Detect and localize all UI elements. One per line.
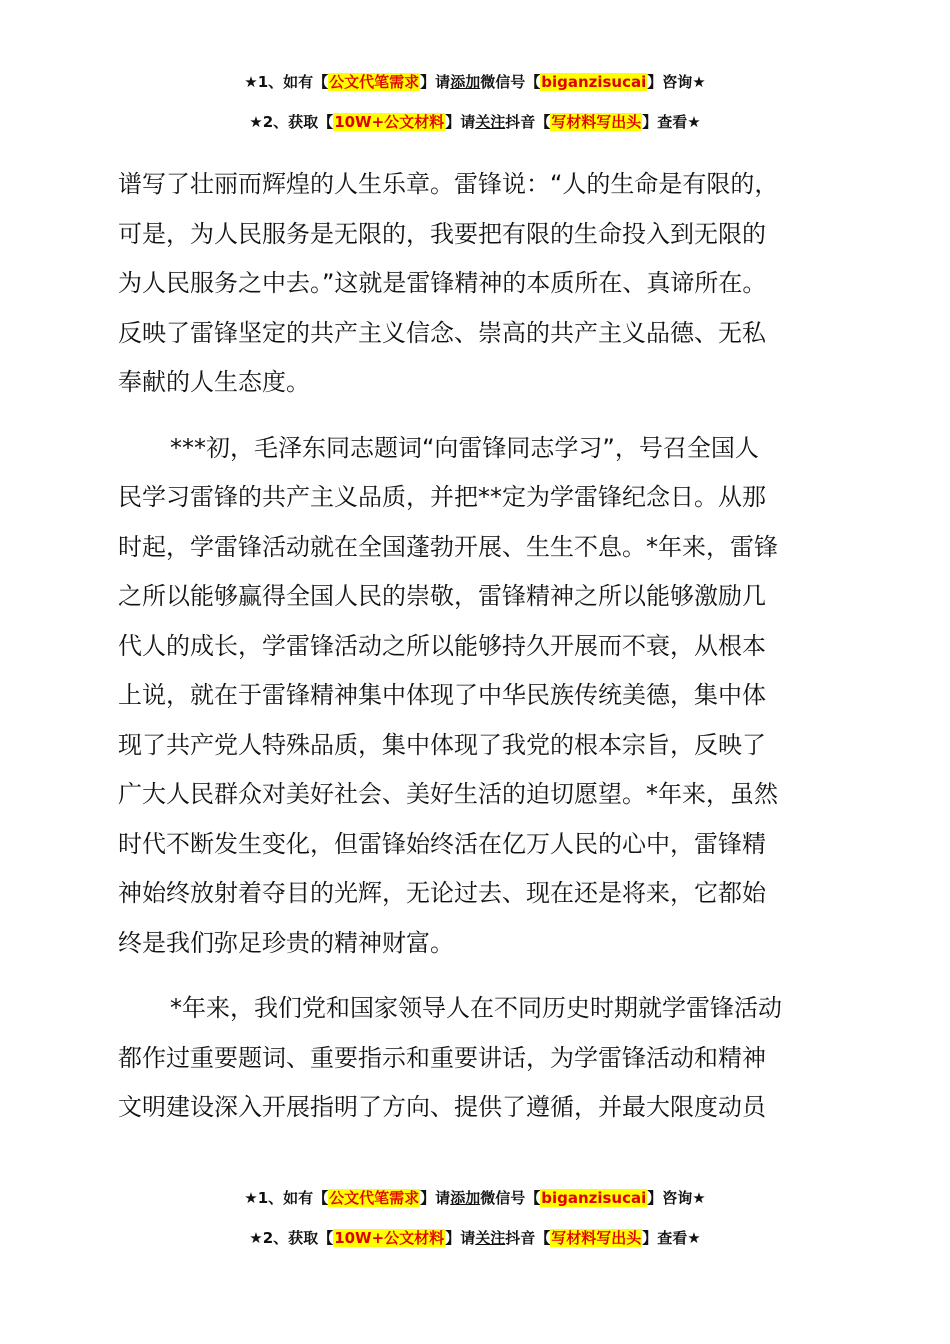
- text-line: 代人的成长，学雷锋活动之所以能够持久开展而不衰，从根本: [118, 631, 766, 660]
- paragraph-1: [118, 160, 838, 408]
- banner-emphasis: 添加: [450, 73, 481, 91]
- banner-text: 】查看★: [642, 113, 701, 131]
- text-line: 现了共产党人特殊品质，集中体现了我党的根本宗旨，反映了: [118, 730, 766, 759]
- banner-text: ★2、获取【: [249, 113, 334, 131]
- banner-text: 】查看★: [642, 1229, 701, 1247]
- banner-line-2: [0, 1218, 950, 1258]
- text-line: 反映了雷锋坚定的共产主义信念、崇高的共产主义品德、无私: [118, 318, 766, 347]
- text-line: 为人民服务之中去。”这就是雷锋精神的本质所在、真谛所在。: [118, 269, 767, 297]
- banner-line-2: [0, 102, 950, 142]
- banner-text: 】请: [445, 1229, 476, 1247]
- text-line: 民学习雷锋的共产主义品质，并把**定为学雷锋纪念日。从那: [118, 483, 766, 511]
- banner-text: 】请: [420, 1189, 451, 1207]
- banner-text: 微信号【: [480, 73, 541, 91]
- footer-banner: [0, 1178, 950, 1258]
- banner-highlight: biganzisucai: [541, 73, 647, 91]
- text-line: 终是我们弥足珍贵的精神财富。: [118, 928, 454, 957]
- banner-highlight: 公文代笔需求: [329, 73, 420, 91]
- text-line: 可是，为人民服务是无限的，我要把有限的生命投入到无限的: [118, 219, 766, 248]
- text-line: 神始终放射着夺目的光辉，无论过去、现在还是将来，它都始: [118, 879, 766, 907]
- banner-text: ★1、如有【: [244, 1189, 329, 1207]
- text-line: *年来，我们党和国家领导人在不同历史时期就学雷锋活动: [170, 994, 782, 1022]
- banner-highlight: 公文代笔需求: [329, 1189, 420, 1207]
- banner-highlight: 写材料写出头: [551, 113, 642, 131]
- text-line: 谱写了壮丽而辉煌的人生乐章。雷锋说：“人的生命是有限的，: [118, 170, 779, 198]
- text-line: 上说，就在于雷锋精神集中体现了中华民族传统美德，集中体: [118, 681, 766, 709]
- banner-line-1: [0, 62, 950, 102]
- banner-highlight: 写材料写出头: [551, 1229, 642, 1247]
- banner-emphasis: 添加: [450, 1189, 481, 1207]
- text-line: 时起，学雷锋活动就在全国蓬勃开展、生生不息。*年来，雷锋: [118, 532, 778, 561]
- text-line: 时代不断发生变化，但雷锋始终活在亿万人民的心中，雷锋精: [118, 829, 766, 858]
- banner-text: 】请: [420, 73, 451, 91]
- document-body: [118, 160, 838, 1133]
- paragraph-2: [118, 424, 838, 969]
- banner-text: 】咨询★: [647, 73, 706, 91]
- text-line: 奉献的人生态度。: [118, 368, 310, 396]
- banner-text: 】咨询★: [647, 1189, 706, 1207]
- text-line: 文明建设深入开展指明了方向、提供了遵循，并最大限度动员: [118, 1093, 766, 1121]
- banner-emphasis: 关注: [475, 1229, 506, 1247]
- paragraph-3: [118, 984, 838, 1133]
- banner-text: 抖音【: [505, 1229, 551, 1247]
- banner-text: ★1、如有【: [244, 73, 329, 91]
- text-line: ***初，毛泽东同志题词“向雷锋同志学习”，号召全国人: [170, 433, 759, 462]
- banner-text: ★2、获取【: [249, 1229, 334, 1247]
- banner-highlight: 10W+公文材料: [334, 1229, 445, 1247]
- banner-highlight: biganzisucai: [541, 1189, 647, 1207]
- banner-line-1: [0, 1178, 950, 1218]
- banner-text: 微信号【: [480, 1189, 541, 1207]
- banner-emphasis: 关注: [475, 113, 506, 131]
- banner-text: 抖音【: [505, 113, 551, 131]
- banner-text: 】请: [445, 113, 476, 131]
- text-line: 之所以能够赢得全国人民的崇敬，雷锋精神之所以能够激励几: [118, 582, 766, 610]
- banner-highlight: 10W+公文材料: [334, 113, 445, 131]
- header-banner: [0, 62, 950, 142]
- text-line: 广大人民群众对美好社会、美好生活的迫切愿望。*年来，虽然: [118, 780, 778, 808]
- text-line: 都作过重要题词、重要指示和重要讲话，为学雷锋活动和精神: [118, 1043, 766, 1072]
